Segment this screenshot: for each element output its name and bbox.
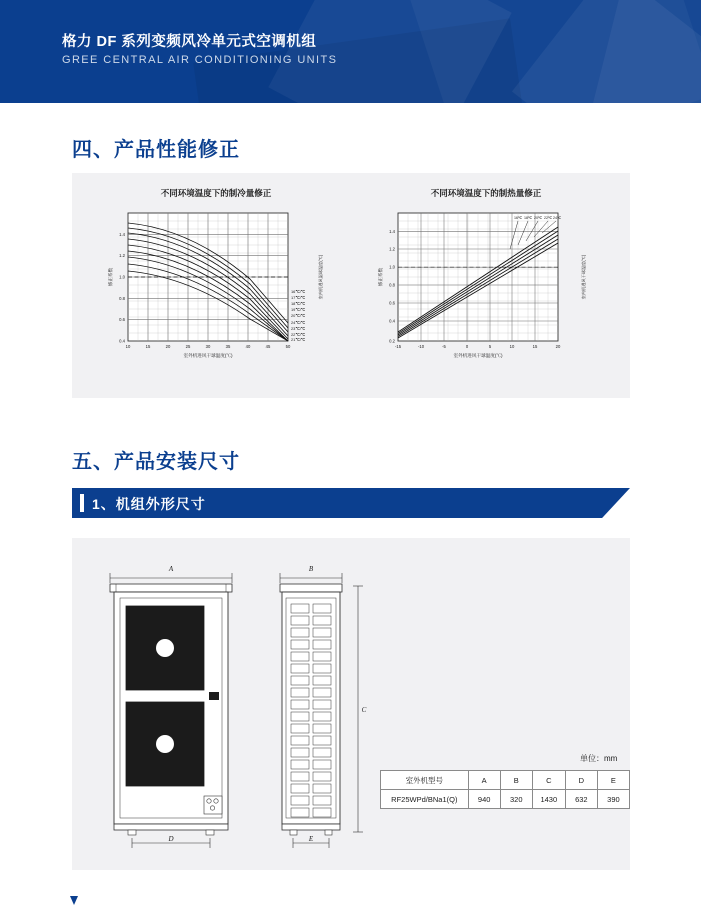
outdoor-unit-side-view <box>262 560 392 850</box>
svg-text:22℃/℃: 22℃/℃ <box>291 332 306 337</box>
heating-yaxis-right-title: 室内机进风干球温度(℃) <box>581 254 586 300</box>
dimension-drawing-panel <box>72 538 630 870</box>
svg-text:0.2: 0.2 <box>389 338 395 344</box>
svg-text:24℃: 24℃ <box>552 216 562 220</box>
svg-text:24℃/℃: 24℃/℃ <box>291 320 306 325</box>
unit-note: 单位：mm <box>580 754 618 763</box>
svg-text:20: 20 <box>555 344 561 349</box>
subsection-ribbon-accent <box>80 494 84 512</box>
front-view-foot-letter: D <box>168 835 174 843</box>
svg-text:19℃/℃: 19℃/℃ <box>291 307 306 312</box>
cooling-yaxis-title: 修正系数 <box>108 267 113 287</box>
svg-text:16℃: 16℃ <box>513 216 523 220</box>
svg-text:0.8: 0.8 <box>389 282 395 288</box>
cooling-correction-chart <box>90 187 342 385</box>
cell-c: 1430 <box>532 790 565 809</box>
performance-charts-panel <box>72 173 630 398</box>
heating-xaxis-title: 室外机进风干球温度(℃) <box>453 353 503 358</box>
svg-text:1.4: 1.4 <box>119 231 125 237</box>
front-view-width-letter: A <box>168 565 174 573</box>
cell-model: RF25WPd/BNa1(Q) <box>381 790 469 809</box>
banner-title-en: GREE CENTRAL AIR CONDITIONING UNITS <box>62 54 338 66</box>
svg-text:35: 35 <box>225 344 231 349</box>
subsection-title: 1、机组外形尺寸 <box>92 496 206 512</box>
svg-text:10: 10 <box>125 344 131 349</box>
cooling-chart-svg <box>90 205 342 375</box>
side-view-depth-letter: B <box>308 565 314 573</box>
svg-text:20℃/℃: 20℃/℃ <box>291 313 306 318</box>
svg-text:0: 0 <box>465 344 469 349</box>
th-model: 室外机型号 <box>381 771 469 790</box>
cell-b: 320 <box>500 790 532 809</box>
th-e: E <box>597 771 629 790</box>
svg-text:1.0: 1.0 <box>119 274 125 280</box>
dimension-spec-table <box>380 770 630 809</box>
svg-text:-5: -5 <box>442 344 446 349</box>
page-header-banner <box>0 0 701 103</box>
outdoor-unit-front-view <box>92 560 252 850</box>
table-row <box>381 790 630 809</box>
svg-text:1.4: 1.4 <box>389 229 395 235</box>
cell-a: 940 <box>468 790 500 809</box>
svg-text:23℃/℃: 23℃/℃ <box>291 326 306 331</box>
cooling-chart-title: 不同环境温度下的制冷量修正 <box>160 188 272 198</box>
svg-text:5: 5 <box>488 344 492 349</box>
svg-text:25: 25 <box>185 344 191 349</box>
svg-text:1.2: 1.2 <box>119 253 125 259</box>
side-view-foot-letter: E <box>308 835 314 843</box>
th-c: C <box>532 771 565 790</box>
svg-text:1.0: 1.0 <box>389 264 395 270</box>
svg-text:45: 45 <box>265 344 271 349</box>
footer-marker <box>70 896 78 905</box>
svg-text:0.6: 0.6 <box>119 317 125 323</box>
svg-text:0.6: 0.6 <box>389 300 395 306</box>
svg-text:16℃/℃: 16℃/℃ <box>291 289 306 294</box>
svg-text:20: 20 <box>165 344 171 349</box>
svg-text:10: 10 <box>509 344 515 349</box>
cooling-xaxis-title: 室外机进风干球温度(℃) <box>183 353 233 358</box>
svg-text:-10: -10 <box>417 344 425 349</box>
svg-text:15: 15 <box>145 344 151 349</box>
heating-correction-chart <box>360 187 612 385</box>
svg-text:18℃/℃: 18℃/℃ <box>291 301 306 306</box>
section-five-heading: 五、产品安装尺寸 <box>72 451 240 473</box>
table-header-row <box>381 771 630 790</box>
svg-text:21℃/℃: 21℃/℃ <box>291 337 306 342</box>
th-b: B <box>500 771 532 790</box>
svg-text:1.2: 1.2 <box>389 246 395 252</box>
svg-text:22℃: 22℃ <box>543 216 553 220</box>
svg-text:50: 50 <box>285 344 291 349</box>
svg-text:18℃: 18℃ <box>523 216 533 220</box>
svg-text:0.4: 0.4 <box>119 338 125 344</box>
th-d: D <box>565 771 597 790</box>
cell-e: 390 <box>597 790 629 809</box>
svg-text:0.8: 0.8 <box>119 295 125 301</box>
banner-title-cn: 格力 DF 系列变频风冷单元式空调机组 <box>62 34 317 50</box>
svg-text:0.4: 0.4 <box>389 318 395 324</box>
th-a: A <box>468 771 500 790</box>
svg-text:15: 15 <box>532 344 538 349</box>
heating-yaxis-title: 修正系数 <box>378 267 383 287</box>
cell-d: 632 <box>565 790 597 809</box>
cooling-yaxis-right-title: 室内机进风湿球温度(℃) <box>318 254 323 300</box>
svg-text:17℃/℃: 17℃/℃ <box>291 295 306 300</box>
heating-chart-svg <box>360 205 612 375</box>
side-view-height-letter: C <box>361 706 367 714</box>
svg-text:40: 40 <box>245 344 251 349</box>
svg-text:30: 30 <box>205 344 211 349</box>
subsection-ribbon <box>72 488 630 518</box>
section-four-heading: 四、产品性能修正 <box>72 139 240 161</box>
heating-chart-title: 不同环境温度下的制热量修正 <box>430 188 542 198</box>
svg-text:-15: -15 <box>394 344 402 349</box>
svg-text:20℃: 20℃ <box>533 216 543 220</box>
